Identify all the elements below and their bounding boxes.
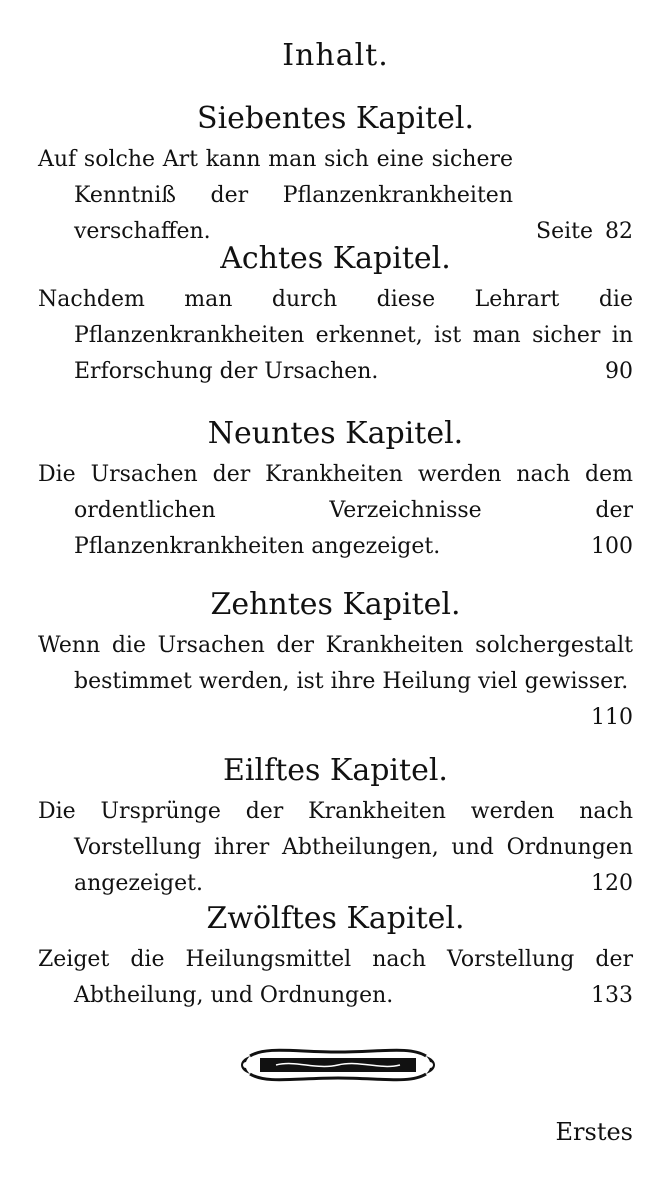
chapter-title: Eilftes Kapitel. bbox=[223, 753, 448, 788]
chapter-summary: Nachdem man durch diese Lehrart die Pflanzenkrankheiten erkennet, ist man sicher in Erforschung der Ursachen. bbox=[38, 287, 633, 384]
chapter-title: Achtes Kapitel. bbox=[220, 241, 451, 276]
chapter-summary: Wenn die Ursachen der Krankheiten solchergestalt bestimmet werden, ist ihre Heilung viel gewisser. bbox=[38, 633, 633, 694]
chapter-summary: Zeiget die Heilungsmittel nach Vorstellung der Abtheilung, und Ordnungen. bbox=[38, 947, 633, 1008]
chapter-7 bbox=[0, 100, 671, 250]
page-number: 100 bbox=[591, 534, 633, 559]
chapter-title: Neuntes Kapitel. bbox=[207, 416, 464, 451]
tailpiece-ornament-icon bbox=[236, 1038, 440, 1088]
chapter-summary: Die Ursachen der Krankheiten werden nach dem ordentlichen Verzeichnisse der Pflanzenkrankheiten angezeiget. bbox=[38, 462, 633, 559]
page-number: 133 bbox=[591, 983, 633, 1008]
page-prefix: Seite bbox=[536, 219, 593, 244]
page-number: 110 bbox=[591, 705, 633, 730]
chapter-10 bbox=[0, 586, 671, 736]
chapter-title: Zwölftes Kapitel. bbox=[206, 901, 465, 936]
catchword: Erstes bbox=[555, 1118, 633, 1146]
chapter-8 bbox=[0, 240, 671, 390]
page-number: 90 bbox=[605, 359, 633, 384]
chapter-title: Zehntes Kapitel. bbox=[210, 587, 461, 622]
summary-text: Auf solche Art kann man sich eine sichere Kenntniß der Pflanzenkrankheiten verschaffen. bbox=[38, 147, 513, 244]
chapter-11 bbox=[0, 752, 671, 902]
chapter-9 bbox=[0, 415, 671, 565]
chapter-title: Siebentes Kapitel. bbox=[197, 101, 474, 136]
page-number: 120 bbox=[591, 871, 633, 896]
chapter-summary bbox=[38, 142, 633, 250]
running-head: Inhalt. bbox=[282, 38, 389, 73]
chapter-summary: Die Ursprünge der Krankheiten werden nach Vorstellung ihrer Abtheilungen, und Ordnungen angezeiget. bbox=[38, 799, 633, 896]
chapter-12 bbox=[0, 900, 671, 1014]
page-number: 82 bbox=[605, 219, 633, 244]
